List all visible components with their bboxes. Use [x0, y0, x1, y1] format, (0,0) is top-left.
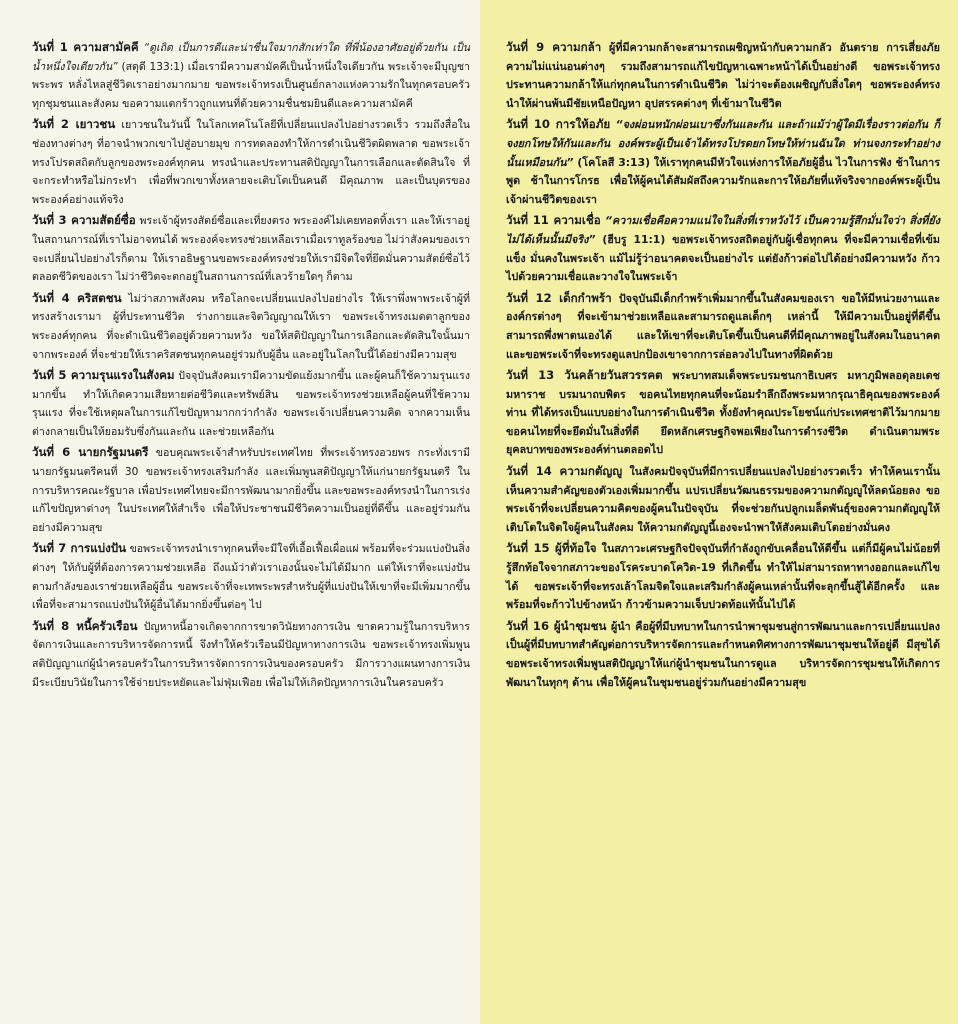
prayer-entry: [32, 617, 470, 692]
scripture-quote: “จงผ่อนหนักผ่อนเบาซึ่งกันและกัน และถ้าแม้ว่าผู้ใดมีเรื่องราวต่อกัน ก็จงยกโทษให้กันและกัน องค์พระผู้เป็นเจ้าได้ทรงโปรดยกโทษให้ท่านฉันใด ท่านจงกระทำอย่างนั้นเหมือนกัน”: [506, 118, 940, 169]
day-title: วันที่ 5 ความรุนแรงในสังคม: [32, 368, 175, 383]
prayer-text: ผู้ที่มีความกล้าจะสามารถเผชิญหน้ากับความกลัว อันตราย การเสี่ยงภัย ความไม่แน่นอนต่างๆ รวมถึงสามารถแก้ไขปัญหาเฉพาะหน้าได้เป็นอย่างดี ขอพระเจ้าทรงประทานความกล้าให้แก่ทุกคนในการดำเนินชีวิต ไม่ว่าจะต้องเผชิญกับสิ่งใดๆ ขอพระองค์ทรงนำให้ผ่านพ้นมีชัยเหนือปัญหา อุปสรรคต่างๆ ที่เข้ามาในชีวิต: [506, 41, 940, 110]
day-title: วันที่ 2 เยาวชน: [32, 117, 116, 132]
right-column: [480, 0, 958, 1024]
day-title: วันที่ 1 ความสามัคคี: [32, 40, 139, 54]
prayer-entry: [506, 366, 940, 460]
day-title: วันที่ 6 นายกรัฐมนตรี: [32, 445, 149, 460]
prayer-text: ผู้นำ คือผู้ที่มีบทบาทในการนำพาชุมชนสู่การพัฒนาและการเปลี่ยนแปลง เป็นผู้ที่มีบทบาทสำคัญต่อการบริหารจัดการและกำหนดทิศทางการพัฒนาชุมชนให้อยู่ดี มีสุขได้ ขอพระเจ้าทรงเพิ่มพูนสติปัญญาให้แก่ผู้นำชุมชนในการดูแล บริหารจัดการชุมชนให้เกิดการพัฒนาในทุกๆ ด้าน เพื่อให้ผู้คนในชุมชนอยู่ร่วมกันอย่างมีความสุข: [506, 619, 940, 689]
scripture-quote: “ดูเถิด เป็นการดีและน่าชื่นใจมากสักเท่าใด ที่พี่น้องอาศัยอยู่ด้วยกัน เป็นน้ำหนึ่งใจเดียวกัน”: [32, 42, 470, 73]
prayer-text: ปัจจุบันสังคมเรามีความขัดแย้งมากขึ้น และผู้คนก็ใช้ความรุนแรงมากขึ้น ทำให้เกิดความเสียหายต่อชีวิตและทรัพย์สิน ขอพระเจ้าทรงช่วยเหลือผู้คนที่ใช้ความรุนแรง ที่จะใช้เหตุผลในการแก้ไขปัญหามากกว่ากำลัง ขอพระเจ้าเปลี่ยนความคิด จากความเห็นต่างกลายเป็นให้ยอมรับซึ่งกันและกัน และช่วยเหลือกัน: [32, 370, 471, 438]
day-title: วันที่ 15 ผู้ที่ท้อใจ: [506, 541, 597, 556]
prayer-entry: [32, 289, 470, 364]
prayer-entry: [32, 443, 470, 537]
prayer-entry: [506, 617, 940, 692]
prayer-entry: [32, 211, 470, 286]
prayer-text: (สดุดี 133:1) เมื่อเรามีความสามัคคีเป็นน้ำหนึ่งใจเดียวกัน พระเจ้าจะมีบุญชาพระพร หลั่งไหลสู่ชีวิตเราอย่างมากมาย ขอพระเจ้าทรงเป็นศูนย์กลางแห่งความรักในทุกครอบครัว ทุกชุมชนและสังคม ขอความแตกร้าวถูกแทนที่ด้วยความชื่นชมยินดีและความสามัคคี: [32, 60, 470, 110]
day-title: วันที่ 4 คริสตชน: [32, 290, 122, 305]
prayer-text: ขอบคุณพระเจ้าสำหรับประเทศไทย ที่พระเจ้าทรงอวยพร กระทั่งเรามีนายกรัฐมนตรีคนที่ 30 ขอพระเจ้าทรงเสริมกำลัง และเพิ่มพูนสติปัญญาให้แก่นายกรัฐมนตรี ในการบริหารคณะรัฐบาล เพื่อประเทศไทยจะมีการพัฒนามากยิ่งขึ้น และขอพระองค์ทรงนำในการเร่งแก้ไขปัญหาต่างๆ ในประเทศให้สำเร็จ เพื่อให้ประชาชนมีชีวิตความเป็นอยู่ที่ดีขึ้น และอยู่ร่วมกันอย่างมีความสุข: [32, 447, 470, 534]
day-title: วันที่ 7 การแบ่งปัน: [32, 541, 127, 556]
prayer-text: ปัจจุบันมีเด็กกำพร้าเพิ่มมากขึ้นในสังคมของเรา ขอให้มีหน่วยงานและองค์กรต่างๆ ที่จะเข้ามาช่วยเหลือและสามารถดูแลเด็กๆ เหล่านี้ ให้มีความเป็นอยู่ที่ดีขึ้น สามารถพึ่งพาตนเองได้ และให้เขาที่จะเติบโตขึ้นเป็นคนดีที่มีคุณภาพอยู่ในสังคมในอนาคต และขอพระเจ้าที่จะทรงดูแลปกป้องเขาจากการล่อลวงไปในทางที่ผิดด้วย: [506, 291, 941, 361]
day-title: วันที่ 8 หนี้ครัวเรือน: [32, 618, 138, 633]
day-title: วันที่ 16 ผู้นำชุมชน: [506, 618, 607, 633]
prayer-entry: [506, 462, 940, 537]
day-title: วันที่ 11 ความเชื่อ: [506, 213, 601, 228]
prayer-text: (โคโลสี 3:13) ให้เราทุกคนมีหัวใจแห่งการให้อภัยผู้อื่น ไวในการฟัง ช้าในการพูด ช้าในการโกรธ เพื่อให้ผู้คนได้สัมผัสถึงความรักและการให้อภัยที่แท้จริงจากองค์พระผู้เป็นเจ้าผ่านชีวิตของเรา: [506, 155, 940, 206]
prayer-entry: [32, 38, 470, 113]
prayer-text: ขอพระเจ้าทรงนำเราทุกคนที่จะมีใจที่เอื้อเฟื้อเผื่อแผ่ พร้อมที่จะร่วมแบ่งปันสิ่งต่างๆ ให้กับผู้ที่ต้องการความช่วยเหลือ ถึงแม้ว่าตัวเราเองนั้นจะไม่ได้มีมาก แต่ให้เราที่จะแบ่งปันตามกำลังของเราช่วยเหลือผู้อื่น ขอพระเจ้าที่จะเทพระพรสำหรับผู้ที่แบ่งปันให้เขาที่จะมีเพิ่มมากขึ้น เพื่อที่จะสามารถแบ่งปันให้ผู้อื่นได้มากยิ่งขึ้นต่อๆ ไป: [32, 543, 470, 612]
prayer-text: ในสังคมปัจจุบันที่มีการเปลี่ยนแปลงไปอย่างรวดเร็ว ทำให้คนเรานั้นเห็นความสำคัญของตัวเองเพิ่มมากขึ้น แปรเปลี่ยนวัฒนธรรมของความกตัญญูให้ลดน้อยลง ขอพระเจ้าที่จะเปลี่ยนความคิดของผู้คนในปัจจุบัน ที่จะช่วยกันปลูกเมล็ดพันธุ์ของความกตัญญูให้เติบโตในจิตใจผู้คนในสังคม ให้ความกตัญญูนี้เองจะนำพาให้สังคมเติบโตอย่างมั่นคง: [506, 465, 940, 534]
prayer-entry: [506, 539, 940, 614]
prayer-entry: [506, 115, 940, 209]
day-title: วันที่ 3 ความสัตย์ซื่อ: [32, 213, 136, 228]
prayer-entry: [32, 539, 470, 614]
prayer-text: พระเจ้าผู้ทรงสัตย์ซื่อและเที่ยงตรง พระองค์ไม่เคยทอดทิ้งเรา และให้เราอยู่ในสถานการณ์ที่เราไม่อาจทนได้ พระองค์จะทรงช่วยเหลือเราเมื่อเราทูลร้องขอ ไม่ว่าสังคมของเราจะเปลี่ยนไปอย่างไรก็ตาม ให้เราอธิษฐานขอพระองค์ทรงช่วยให้เรามีจิตใจที่ยึดมั่นความสัตย์ซื่อไว้ตลอดชีวิตของเรา ไม่ว่าชีวิตจะตกอยู่ในสถานการณ์ที่เลวร้ายใดๆ ก็ตาม: [32, 215, 470, 284]
prayer-entry: [32, 366, 470, 441]
prayer-entry: [32, 115, 470, 209]
prayer-text: เยาวชนในวันนี้ ในโลกเทคโนโลยีที่เปลี่ยนแปลงไปอย่างรวดเร็ว รวมถึงสื่อในช่องทางต่างๆ ที่อาจนำพวกเขาไปสู่อบายมุข การทดลองทำให้การดำเนินชีวิตผิดพลาด ขอพระเจ้าทรงโปรดสถิตกับลูกของพระองค์ทุกคน ทรงนำและประทานสติปัญญาในการเลือกและตัดสินใจ ที่จะกระทำหรือไม่กระทำ เพื่อที่พวกเขาทั้งหลายจะเติบโตเป็นคนดี มีคุณภาพ และเป็นบุตรของพระองค์อย่างแท้จริง: [32, 119, 470, 206]
prayer-text: พระบาทสมเด็จพระบรมชนกาธิเบศร มหาภูมิพลอดุลยเดชมหาราช บรมนาถบพิตร ขอคนไทยทุกคนที่จะน้อมรำลึกถึงพระมหากรุณาธิคุณของพระองค์ท่าน ที่ได้ทรงเป็นแบบอย่างในการดำเนินชีวิต ทั้งยังทำคุณประโยชน์แก่ประเทศชาติไว้มากมาย ขอคนไทยที่จะยึดมั่นในสิ่งที่ดี ยึดหลักเศรษฐกิจพอเพียงในการดำรงชีวิต ดำเนินตามพระยุคลบาทของพระองค์ท่านตลอดไป: [506, 369, 940, 457]
day-title: วันที่ 9 ความกล้า: [506, 40, 602, 54]
prayer-text: ไม่ว่าสภาพสังคม หรือโลกจะเปลี่ยนแปลงไปอย่างไร ให้เราพึ่งพาพระเจ้าผู้ที่ทรงสร้างเรามา ผู้ที่ประทานชีวิต ร่างกายและจิตวิญญาณให้เรา ขอพระเจ้าทรงเมตตาลูกของพระองค์ทุกคน ที่จะดำเนินชีวิตอยู่ด้วยความหวัง ขอให้สติปัญญาในการเลือกและตัดสินใจนั้นมาจากพระองค์ ที่จะช่วยให้เราคริสตชนทุกคนอยู่ร่วมกับผู้อื่น และอยู่ในโลกใบนี้ได้อย่างมีความสุข: [32, 292, 470, 361]
prayer-text: ปัญหาหนี้อาจเกิดจากการขาดวินัยทางการเงิน ขาดความรู้ในการบริหารจัดการเงินและการบริหารจัดการหนี้ จึงทำให้ครัวเรือนมีปัญหาทางการเงิน ขอพระเจ้าทรงเพิ่มพูนสติปัญญาแก่ผู้นำครอบครัวในการบริหารจัดการการเงินของครอบครัว มีการวางแผนทางการเงิน มีระเบียบวินัยในการใช้จ่ายประหยัดและไม่ฟุ่มเฟือย เพื่อไม่ให้เกิดปัญหาการเงินในครอบครัว: [32, 620, 470, 689]
scripture-quote: “ความเชื่อคือความแน่ใจในสิ่งที่เราหวังไว้ เป็นความรู้สึกมั่นใจว่า สิ่งที่ยังไม่ได้เห็นนั้นมีจริง”: [506, 214, 941, 246]
day-title: วันที่ 12 เด็กกำพร้า: [506, 290, 612, 305]
prayer-entry: [506, 38, 940, 113]
prayer-text: (ฮีบรู 11:1) ขอพระเจ้าทรงสถิตอยู่กับผู้เชื่อทุกคน ที่จะมีความเชื่อที่เข้มแข็ง มั่นคงในพระเจ้า แม้ไม่รู้ว่าอนาคตจะเป็นอย่างไร แต่ยังก้าวต่อไปได้อย่างมีความหวัง ก้าวไปด้วยความเชื่อและวางใจในพระเจ้า: [506, 232, 941, 284]
prayer-text: ในสภาวะเศรษฐกิจปัจจุบันที่กำลังถูกขับเคลื่อนให้ดีขึ้น แต่ก็มีผู้คนไม่น้อยที่รู้สึกท้อใจจากสภาวะของโรคระบาดโควิด-19 ที่เกิดขึ้น ทำให้ไม่สามารถหาทางออกและแก้ไขได้ ขอพระเจ้าที่จะทรงเล้าโลมจิตใจและเสริมกำลังผู้คนเหล่านั้นที่จะลุกขึ้นสู้ได้อีกครั้ง และพร้อมที่จะก้าวไปข้างหน้า ก้าวข้ามความเจ็บปวดท้อแท้นั้นไปได้: [506, 542, 940, 612]
prayer-entry: [506, 211, 940, 286]
day-title: วันที่ 14 ความกตัญญู: [506, 464, 623, 479]
prayer-entry: [506, 289, 940, 364]
day-title: วันที่ 13 วันคล้ายวันสวรรคต: [506, 368, 663, 383]
day-title: วันที่ 10 การให้อภัย: [506, 117, 611, 132]
